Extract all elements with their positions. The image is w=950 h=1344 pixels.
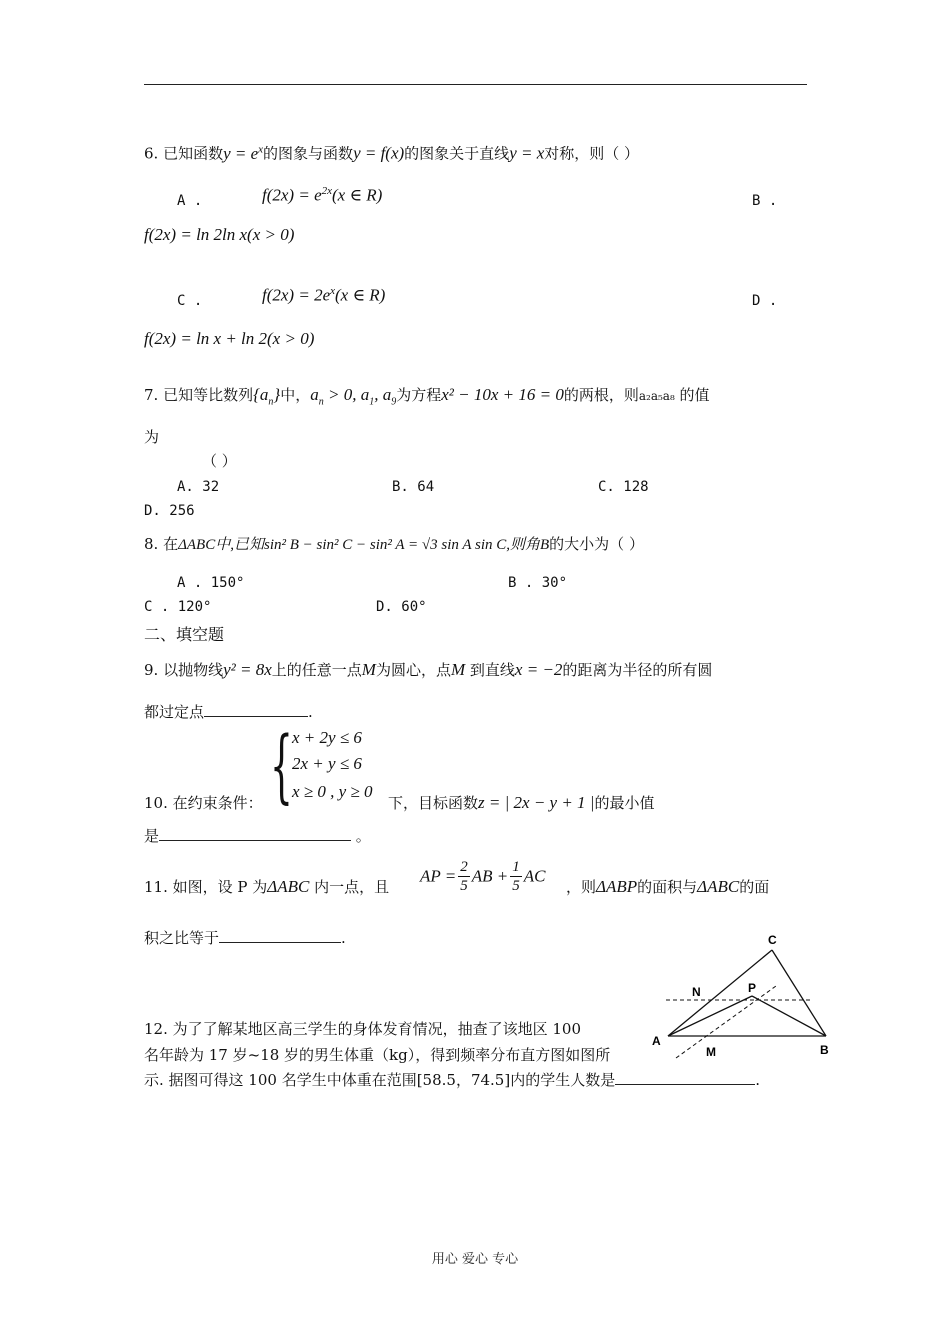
q8-option-d: D. 60° xyxy=(376,599,427,615)
q8-option-a: A . 150° xyxy=(177,575,245,591)
q8-stem xyxy=(144,533,644,556)
q11-fraction-2 xyxy=(510,858,522,895)
q6-text-c: 的图象关于直线 xyxy=(404,144,510,163)
q7-sequence xyxy=(253,385,281,408)
q7-equation: x² − 10x + 16 = 0 xyxy=(441,385,564,404)
q7-text-d: 的两根，则 xyxy=(563,386,639,404)
q10-text-c: 的最小值 xyxy=(594,794,655,812)
q11-triangle-abp: ΔABP xyxy=(596,877,638,896)
q9-text-g: . xyxy=(308,703,313,721)
q6-function-3: y = x xyxy=(509,143,545,163)
q7-product: a₂a₅a₈ xyxy=(638,389,675,403)
q6-option-d-label: D . xyxy=(752,293,778,309)
dashed-line-mp xyxy=(676,986,776,1058)
q10-objective-line xyxy=(388,792,655,814)
q6-option-a-tail: (x ∈ R) xyxy=(332,185,383,205)
page-footer: 用心 爱心 专心 xyxy=(431,1252,519,1267)
q6-stem xyxy=(144,138,639,165)
q11-fraction-2-den: 5 xyxy=(512,878,520,894)
q6-option-a-expr: f(2x) = e xyxy=(262,185,322,205)
q11-stem xyxy=(144,876,389,898)
q7-cond-sub1: 1 xyxy=(369,396,375,408)
q7-option-a: A. 32 xyxy=(177,479,220,495)
q8-option-c: C . 120° xyxy=(144,599,212,615)
q6-option-a-exp: 2x xyxy=(321,185,332,197)
q10-text-a: 10. 在约束条件： xyxy=(144,794,263,812)
q11-answer-blank[interactable] xyxy=(219,926,341,943)
q10-text-d: 是 xyxy=(144,827,160,845)
q12-tail: . xyxy=(755,1071,760,1089)
q7-option-c: C. 128 xyxy=(598,479,649,495)
q6-f1: y = e xyxy=(223,143,259,163)
q10-constraint-3: x ≥ 0 , y ≥ 0 xyxy=(292,782,373,801)
q6-option-a-label: A . xyxy=(177,193,203,209)
q11-fraction-1 xyxy=(458,858,470,895)
q8-text-b: 的大小为（ ） xyxy=(549,535,644,553)
segment-bc xyxy=(772,950,826,1036)
q7-cond: a xyxy=(310,385,319,404)
q6-option-d: f(2x) = ln x + ln 2(x > 0) xyxy=(144,329,315,348)
segment-ac xyxy=(668,950,772,1036)
q10-text-e: 。 xyxy=(351,827,371,845)
label-p: P xyxy=(748,981,757,995)
q11-vector-ap: AP = xyxy=(420,866,457,886)
q7-text-a: 7. 已知等比数列 xyxy=(144,386,254,404)
q9-text-b: 上的任意一点 xyxy=(271,661,362,679)
q9-parabola: y² = 8x xyxy=(223,660,272,679)
q11-text-f: 积之比等于 xyxy=(144,929,220,947)
q7-answer-paren: （ ） xyxy=(202,452,237,470)
q9-point-m-2: M xyxy=(450,660,466,679)
q9-answer-blank[interactable] xyxy=(204,700,308,717)
q11-text-c: ，则 xyxy=(566,878,597,896)
q9-stem xyxy=(144,659,712,681)
q10-objective: z = | 2x − y + 1 | xyxy=(478,793,595,812)
q11-text-g: . xyxy=(341,929,346,947)
section-heading-fill-in: 二、填空题 xyxy=(144,625,225,644)
q9-text-e: 的距离为半径的所有圆 xyxy=(562,661,713,679)
q7-cond-rest: > 0, a xyxy=(323,385,370,404)
q7-option-b: B. 64 xyxy=(392,479,435,495)
label-b: B xyxy=(820,1043,829,1057)
q11-fraction-1-num: 2 xyxy=(460,859,468,875)
q11-triangle: ΔABC xyxy=(267,877,310,896)
q7-text-f: 为 xyxy=(144,428,160,446)
q12-line-3 xyxy=(144,1068,760,1091)
q11-text-b: 内一点，且 xyxy=(309,878,390,896)
q6-option-c-tail: (x ∈ R) xyxy=(335,285,386,305)
q6-option-c-expr: f(2x) = 2e xyxy=(262,285,331,305)
q6-text-b: 的图象与函数 xyxy=(263,144,354,163)
label-c: C xyxy=(768,933,777,947)
q6-function-2: y = f(x) xyxy=(353,143,405,163)
q10-constraint-1: x + 2y ≤ 6 xyxy=(292,728,362,747)
header-rule xyxy=(144,84,807,85)
q7-cond-sub: n xyxy=(318,396,324,408)
q8-expression: ΔABC中,已知sin² B − sin² C − sin² A = √3 sin A sin C,则角B xyxy=(178,537,550,553)
q7-option-d: D. 256 xyxy=(144,503,195,519)
q11-triangle-abc: ΔABC xyxy=(697,877,740,896)
q6-option-a xyxy=(262,180,382,207)
q7-seq: {a xyxy=(253,385,269,404)
q9-text-d: 到直线 xyxy=(465,661,515,679)
label-n: N xyxy=(692,985,701,999)
q6-function-1 xyxy=(223,144,263,163)
q6-text-a: 6. 已知函数 xyxy=(144,144,224,163)
q10-line-2 xyxy=(144,824,371,847)
q6-option-c-label: C . xyxy=(177,293,203,309)
q9-text-f: 都过定点 xyxy=(144,703,205,721)
q6-f1-exp: x xyxy=(258,143,264,155)
q9-text-c: 为圆心，点 xyxy=(375,661,451,679)
q9-line: x = −2 xyxy=(514,660,563,679)
q6-option-b-label: B . xyxy=(752,193,778,209)
q11-stem-tail xyxy=(566,876,769,898)
q11-text-a: 11. 如图，设 P 为 xyxy=(144,878,268,896)
q9-point-m: M xyxy=(361,660,376,679)
q11-fraction-2-num: 1 xyxy=(512,859,520,875)
q6-option-c-exp: x xyxy=(330,285,335,297)
q10-text-b: 下，目标函数 xyxy=(388,794,479,812)
q7-stem xyxy=(144,384,710,413)
q10-constraints xyxy=(270,719,390,814)
q7-seq-sub: n xyxy=(268,396,274,408)
q11-text-d: 的面积与 xyxy=(637,878,698,896)
label-a: A xyxy=(652,1034,661,1048)
q8-option-b: B . 30° xyxy=(508,575,568,591)
q11-line-2 xyxy=(144,926,346,949)
q7-seq-end: } xyxy=(273,385,281,404)
q7-cond-rest2: , a xyxy=(374,385,392,404)
triangle-figure xyxy=(648,928,838,1068)
q6-text-d: 对称，则（ ） xyxy=(544,144,640,163)
q11-vector-ac: AC xyxy=(523,866,546,886)
q12-text: 示. 据图可得这 100 名学生中体重在范围[58.5，74.5]内的学生人数是 xyxy=(144,1071,616,1089)
q11-fraction-1-den: 5 xyxy=(460,878,468,894)
q8-text-a: 8. 在 xyxy=(144,535,179,553)
q7-cond-sub9: 9 xyxy=(391,396,397,408)
q11-vector-ab: AB + xyxy=(471,866,509,886)
q11-vector-equation xyxy=(420,858,545,895)
q6-option-c xyxy=(262,280,385,307)
q10-answer-blank[interactable] xyxy=(159,824,351,841)
q7-condition xyxy=(310,385,397,408)
q9-text-a: 9. 以抛物线 xyxy=(144,661,224,679)
q7-text-c: 为方程 xyxy=(396,386,442,404)
q7-text-e: 的值 xyxy=(674,386,710,404)
segment-bp xyxy=(752,996,826,1036)
q7-text-b: 中， xyxy=(280,386,311,404)
q10-constraint-2: 2x + y ≤ 6 xyxy=(292,754,362,773)
label-m: M xyxy=(706,1045,716,1059)
q12-answer-blank[interactable] xyxy=(615,1068,755,1085)
q12-line-1: 12. 为了了解某地区高三学生的身体发育情况，抽查了该地区 100 xyxy=(144,1020,582,1038)
q11-text-e: 的面 xyxy=(739,878,770,896)
q6-option-b: f(2x) = ln 2ln x(x > 0) xyxy=(144,225,295,244)
q10-brace: { xyxy=(270,719,293,812)
q12-line-2: 名年龄为 17 岁~18 岁的男生体重（kg），得到频率分布直方图如图所 xyxy=(144,1046,611,1064)
